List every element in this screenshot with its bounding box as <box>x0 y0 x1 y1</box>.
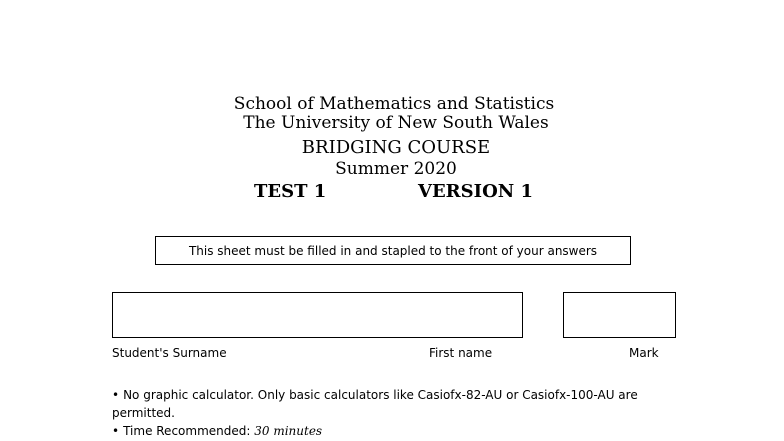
bullet-icon: • <box>112 388 120 402</box>
test-number: TEST 1 <box>254 181 327 202</box>
time-value: 30 minutes <box>254 424 323 438</box>
exam-rules <box>112 386 682 440</box>
rule-calculator <box>112 386 682 422</box>
term-label: Summer 2020 <box>335 159 457 179</box>
test-version: VERSION 1 <box>418 181 533 202</box>
university-name: The University of New South Wales <box>243 113 549 133</box>
surname-label: Student's Surname <box>112 346 227 360</box>
first-name-label: First name <box>429 346 493 360</box>
course-title: BRIDGING COURSE <box>301 137 491 158</box>
time-label: Time Recommended: <box>123 424 251 438</box>
mark-entry-box[interactable] <box>563 292 676 338</box>
name-entry-box[interactable] <box>112 292 523 338</box>
rule-time <box>112 422 682 440</box>
rule-calculator-text: No graphic calculator. Only basic calculators like Casiofx-82-AU or Casiofx-100-AU are permitted. <box>112 388 638 420</box>
bullet-icon: • <box>112 424 120 438</box>
school-name: School of Mathematics and Statistics <box>233 94 555 114</box>
instruction-notice <box>155 236 631 265</box>
mark-label: Mark <box>629 346 659 360</box>
instruction-notice-text: This sheet must be filled in and stapled to the front of your answers <box>188 243 598 258</box>
